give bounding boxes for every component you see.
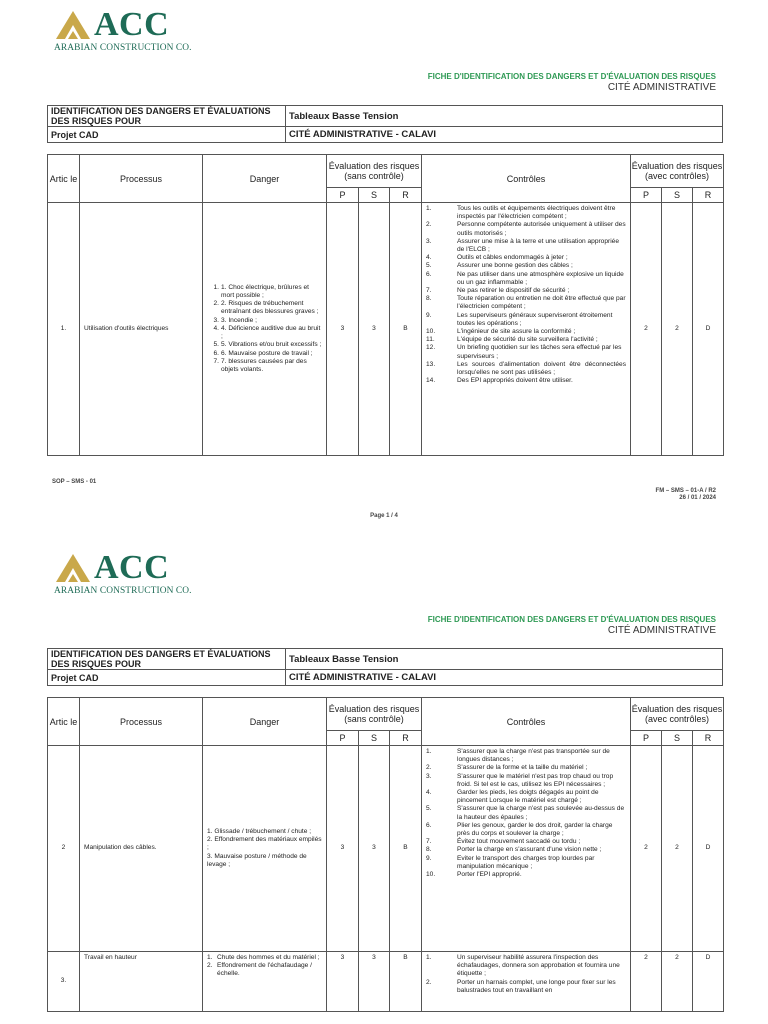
item-text: Assurer une bonne gestion des câbles ; [457,262,573,270]
list-item [426,262,626,270]
table-row [48,203,724,456]
list-item: 2. Effondrement des matériaux empilés ; [207,836,322,852]
item-number: 5. [426,262,432,270]
item-text: 3. Incendie ; [221,316,257,324]
logo-acc-text: ACC [94,6,170,43]
list-item [426,748,626,764]
score-r-before: B [390,746,422,952]
list-item [426,344,626,360]
col-header-article: Artic le [48,698,80,746]
list-item: 1. Glissade / trébuchement / chute ; [207,827,312,835]
list-item [426,822,626,838]
score-s-before: 3 [359,203,390,456]
col-header-r: R [390,188,422,203]
item-text: Un briefing quotidien sur les tâches sera effectué par les superviseurs ; [457,344,622,360]
item-number: 7. [213,357,219,365]
item-number: 8. [426,846,432,854]
item-number: 13. [426,360,436,368]
item-text: Plier les genoux, garder le dos droit, garder la charge près du corps et soulever la charge ; [457,821,613,838]
list-item [207,284,322,300]
item-text: 6. Mauvaise posture de travail ; [221,349,313,357]
item-text: Porter un harnais complet, une longe pour fixer sur les balustrades tout en travaillant en [457,978,616,994]
item-number: 1. [426,748,432,755]
list-item [426,789,626,805]
document-title [428,615,716,637]
item-number: 2. [426,764,432,772]
company-logo [54,6,192,53]
table-row [48,952,724,1012]
score-s-after: 2 [662,952,693,1012]
item-number: 4. [213,324,219,332]
item-text: Eviter le transport des charges trop lourdes par manipulation mécanique ; [457,854,595,870]
list-item [207,962,322,978]
col-header-processus: Processus [80,698,203,746]
header-label-identification: IDENTIFICATION DES DANGERS ET ÉVALUATIONS DES RISQUES POUR [48,106,286,127]
item-number: 2. [213,300,219,308]
col-header-eval-before: Évaluation des risques (sans contrôle) [327,698,422,731]
item-number: 2. [426,978,432,986]
item-number: 8. [426,295,432,303]
score-r-before: B [390,952,422,1012]
score-p-after: 2 [631,952,662,1012]
document-title-line1: FICHE D'IDENTIFICATION DES DANGERS ET D'ÉVALUATION DES RISQUES [427,72,716,81]
col-header-r: R [693,731,724,746]
logo-company-name: ARABIAN CONSTRUCTION CO. [54,586,192,596]
item-text: L'équipe de sécurité du site surveillera l'activité ; [457,336,598,344]
header-label-identification: IDENTIFICATION DES DANGERS ET ÉVALUATIONS DES RISQUES POUR [48,649,286,670]
score-p-after: 2 [631,203,662,456]
list-item [426,361,626,377]
list-item [426,328,626,336]
item-text: Ne pas utiliser dans une atmosphère explosive un liquide ou un gaz inflammable ; [457,270,624,286]
col-header-p: P [631,731,662,746]
list-item [426,846,626,854]
list-item [426,271,626,287]
risk-table [47,697,724,1012]
col-header-s: S [662,188,693,203]
score-r-after: D [693,952,724,1012]
list-item [426,954,626,979]
item-text: 4. Déficience auditive due au bruit ; [221,324,321,341]
list-item [426,871,626,879]
footer-form-ref [656,488,716,502]
list-item [207,350,322,358]
item-text: S'assurer que la charge n'est pas soulevée au-dessus de la hauteur des épaules ; [457,805,625,821]
item-number: 11. [426,336,435,344]
acc-triangle-logo-icon [54,553,92,583]
item-number: 1. [213,283,219,291]
col-header-article: Artic le [48,155,80,203]
footer-form-code: FM – SMS – 01-A / R2 [655,488,716,494]
col-header-s: S [359,188,390,203]
row-dangers [203,746,327,952]
score-r-after: D [693,203,724,456]
col-header-s: S [359,731,390,746]
list-item [207,317,322,325]
item-number: 1. [426,205,432,212]
item-text: 5. Vibrations et/ou bruit excessifs ; [221,341,322,349]
item-text: Des EPI appropriés doivent être utiliser. [457,377,573,385]
document-title [428,72,716,94]
list-item [426,377,626,385]
item-text: Un superviseur habilité assurera l'inspection des échafaudages, donnera son approbation et fournira une étiquette ; [457,954,620,978]
col-header-eval-before: Évaluation des risques (sans contrôle) [327,155,422,188]
col-header-eval-after: Évaluation des risques (avec contrôles) [631,155,724,188]
header-label-project: Projet CAD [48,127,286,143]
item-number: 9. [426,854,432,862]
col-header-controles: Contrôles [422,155,631,203]
item-text: Toute réparation ou entretien ne doit être effectué que par l'électricien compétent ; [457,295,626,311]
item-number: 3. [426,237,432,245]
company-logo [54,549,192,596]
list-item [207,325,322,341]
item-text: Porter l'EPI approprié. [457,871,522,879]
item-number: 1. [426,954,432,961]
list-item: 3. Mauvaise posture / méthode de levage ; [207,852,307,868]
row-controls [422,952,631,1012]
acc-triangle-logo-icon [54,10,92,40]
list-item [426,312,626,328]
risk-table [47,154,724,456]
header-value-project: CITÉ ADMINISTRATIVE - CALAVI [286,670,723,686]
item-text: Ne pas retirer le dispositif de sécurité ; [457,287,570,295]
item-text: S'assurer de la forme et la taille du matériel ; [457,764,588,772]
list-item [426,855,626,871]
logo-company-name: ARABIAN CONSTRUCTION CO. [54,43,192,53]
row-article: 3. [48,952,80,1012]
item-number: 7. [426,287,432,295]
row-dangers [203,203,327,456]
item-number: 3. [213,316,219,324]
list-item [426,764,626,772]
col-header-p: P [631,188,662,203]
row-processus: Manipulation des câbles. [80,746,203,952]
col-header-danger: Danger [203,698,327,746]
score-s-after: 2 [662,203,693,456]
list-item [426,805,626,821]
row-controls [422,203,631,456]
header-label-project: Projet CAD [48,670,286,686]
item-number: 4. [426,789,432,797]
row-article: 2 [48,746,80,952]
header-value-subject: Tableaux Basse Tension [286,106,723,127]
score-s-before: 3 [359,746,390,952]
item-text: Chute des hommes et du matériel ; [217,954,320,961]
list-item [207,341,322,349]
item-number: 6. [426,821,432,829]
item-number: 14. [426,377,436,385]
score-p-before: 3 [327,203,359,456]
score-p-before: 3 [327,746,359,952]
item-text: Effondrement de l'échafaudage / échelle. [217,962,312,978]
score-p-after: 2 [631,746,662,952]
item-text: Garder les pieds, les doigts dégagés au point de pincement Lorsque le matériel est chargé ; [457,789,599,805]
item-number: 9. [426,311,432,319]
item-number: 10. [426,328,436,336]
score-r-after: D [693,746,724,952]
item-number: 4. [426,254,432,262]
item-text: Porter la charge en s'assurant d'une vision nette ; [457,846,602,854]
item-number: 12. [426,344,436,352]
item-text: Les sources d'alimentation doivent être déconnectées lorsqu'elles ne sont pas utilisées ; [457,360,627,377]
score-p-before: 3 [327,952,359,1012]
score-s-before: 3 [359,952,390,1012]
list-item [426,773,626,789]
row-dangers [203,952,327,1012]
item-text: Les superviseurs généraux superviseront étroitement toutes les opérations ; [457,311,613,327]
item-text: Évitez tout mouvement saccadé ou tordu ; [457,838,581,846]
list-item [207,954,322,962]
item-text: S'assurer que la charge n'est pas transportée sur de longues distances ; [457,748,610,764]
document-title-line1: FICHE D'IDENTIFICATION DES DANGERS ET D'ÉVALUATION DES RISQUES [427,615,716,624]
list-item [426,254,626,262]
row-article: 1. [48,203,80,456]
list-item [426,336,626,344]
list-item [426,221,626,237]
item-text: 1. Choc électrique, brûlures et mort possible ; [221,283,309,300]
row-processus: Travail en hauteur [80,952,203,1012]
item-number: 6. [213,349,219,357]
item-text: Outils et câbles endommagés à jeter ; [457,254,568,262]
list-item [207,300,322,316]
list-item [426,205,626,221]
list-item [426,238,626,254]
page-number: Page 1 / 4 [370,513,398,519]
list-item [207,358,322,374]
score-r-before: B [390,203,422,456]
col-header-danger: Danger [203,155,327,203]
document-title-line2: CITÉ ADMINISTRATIVE [607,625,716,636]
header-value-project: CITÉ ADMINISTRATIVE - CALAVI [286,127,723,143]
col-header-r: R [390,731,422,746]
header-value-subject: Tableaux Basse Tension [286,649,723,670]
item-number: 5. [213,341,219,349]
item-text: 2. Risques de trébuchement entraînant des blessures graves ; [221,300,319,316]
item-number: 5. [426,805,432,813]
list-item [426,295,626,311]
row-controls [422,746,631,952]
col-header-p: P [327,731,359,746]
footer-form-date: 26 / 01 / 2024 [679,495,716,501]
table-row [48,746,724,952]
item-text: Tous les outils et équipements électriques doivent être inspectés par l'électricien compétent ; [457,205,616,221]
item-text: 7. blessures causées par des objets volants. [221,357,307,373]
document-title-line2: CITÉ ADMINISTRATIVE [607,82,716,93]
col-header-p: P [327,188,359,203]
col-header-s: S [662,731,693,746]
item-number: 10. [426,871,436,879]
header-table [47,648,723,686]
item-number: 3. [426,772,432,780]
item-number: 7. [426,838,432,846]
header-table [47,105,723,143]
item-number: 1. [207,954,213,961]
item-text: L'ingénieur de site assure la conformité ; [457,328,576,336]
list-item [426,287,626,295]
score-s-after: 2 [662,746,693,952]
footer-sop-code: SOP – SMS - 01 [52,479,97,485]
col-header-eval-after: Évaluation des risques (avec contrôles) [631,698,724,731]
item-text: S'assurer que le matériel n'est pas trop chaud ou trop froid. Si tel est le cas, utilisez les EPI nécessaires ; [457,772,614,788]
col-header-r: R [693,188,724,203]
logo-acc-text: ACC [94,549,170,586]
page-2 [0,543,768,1024]
item-text: Personne compétente autorisée uniquement à utiliser des outils motorisés ; [457,221,626,237]
col-header-controles: Contrôles [422,698,631,746]
item-text: Assurer une mise à la terre et une utilisation appropriée de l'ELCB ; [457,237,620,254]
item-number: 2. [426,221,432,229]
list-item [426,979,626,995]
row-processus: Utilisation d'outils électriques [80,203,203,456]
list-item [426,838,626,846]
item-number: 2. [207,962,213,970]
item-number: 6. [426,270,432,278]
col-header-processus: Processus [80,155,203,203]
